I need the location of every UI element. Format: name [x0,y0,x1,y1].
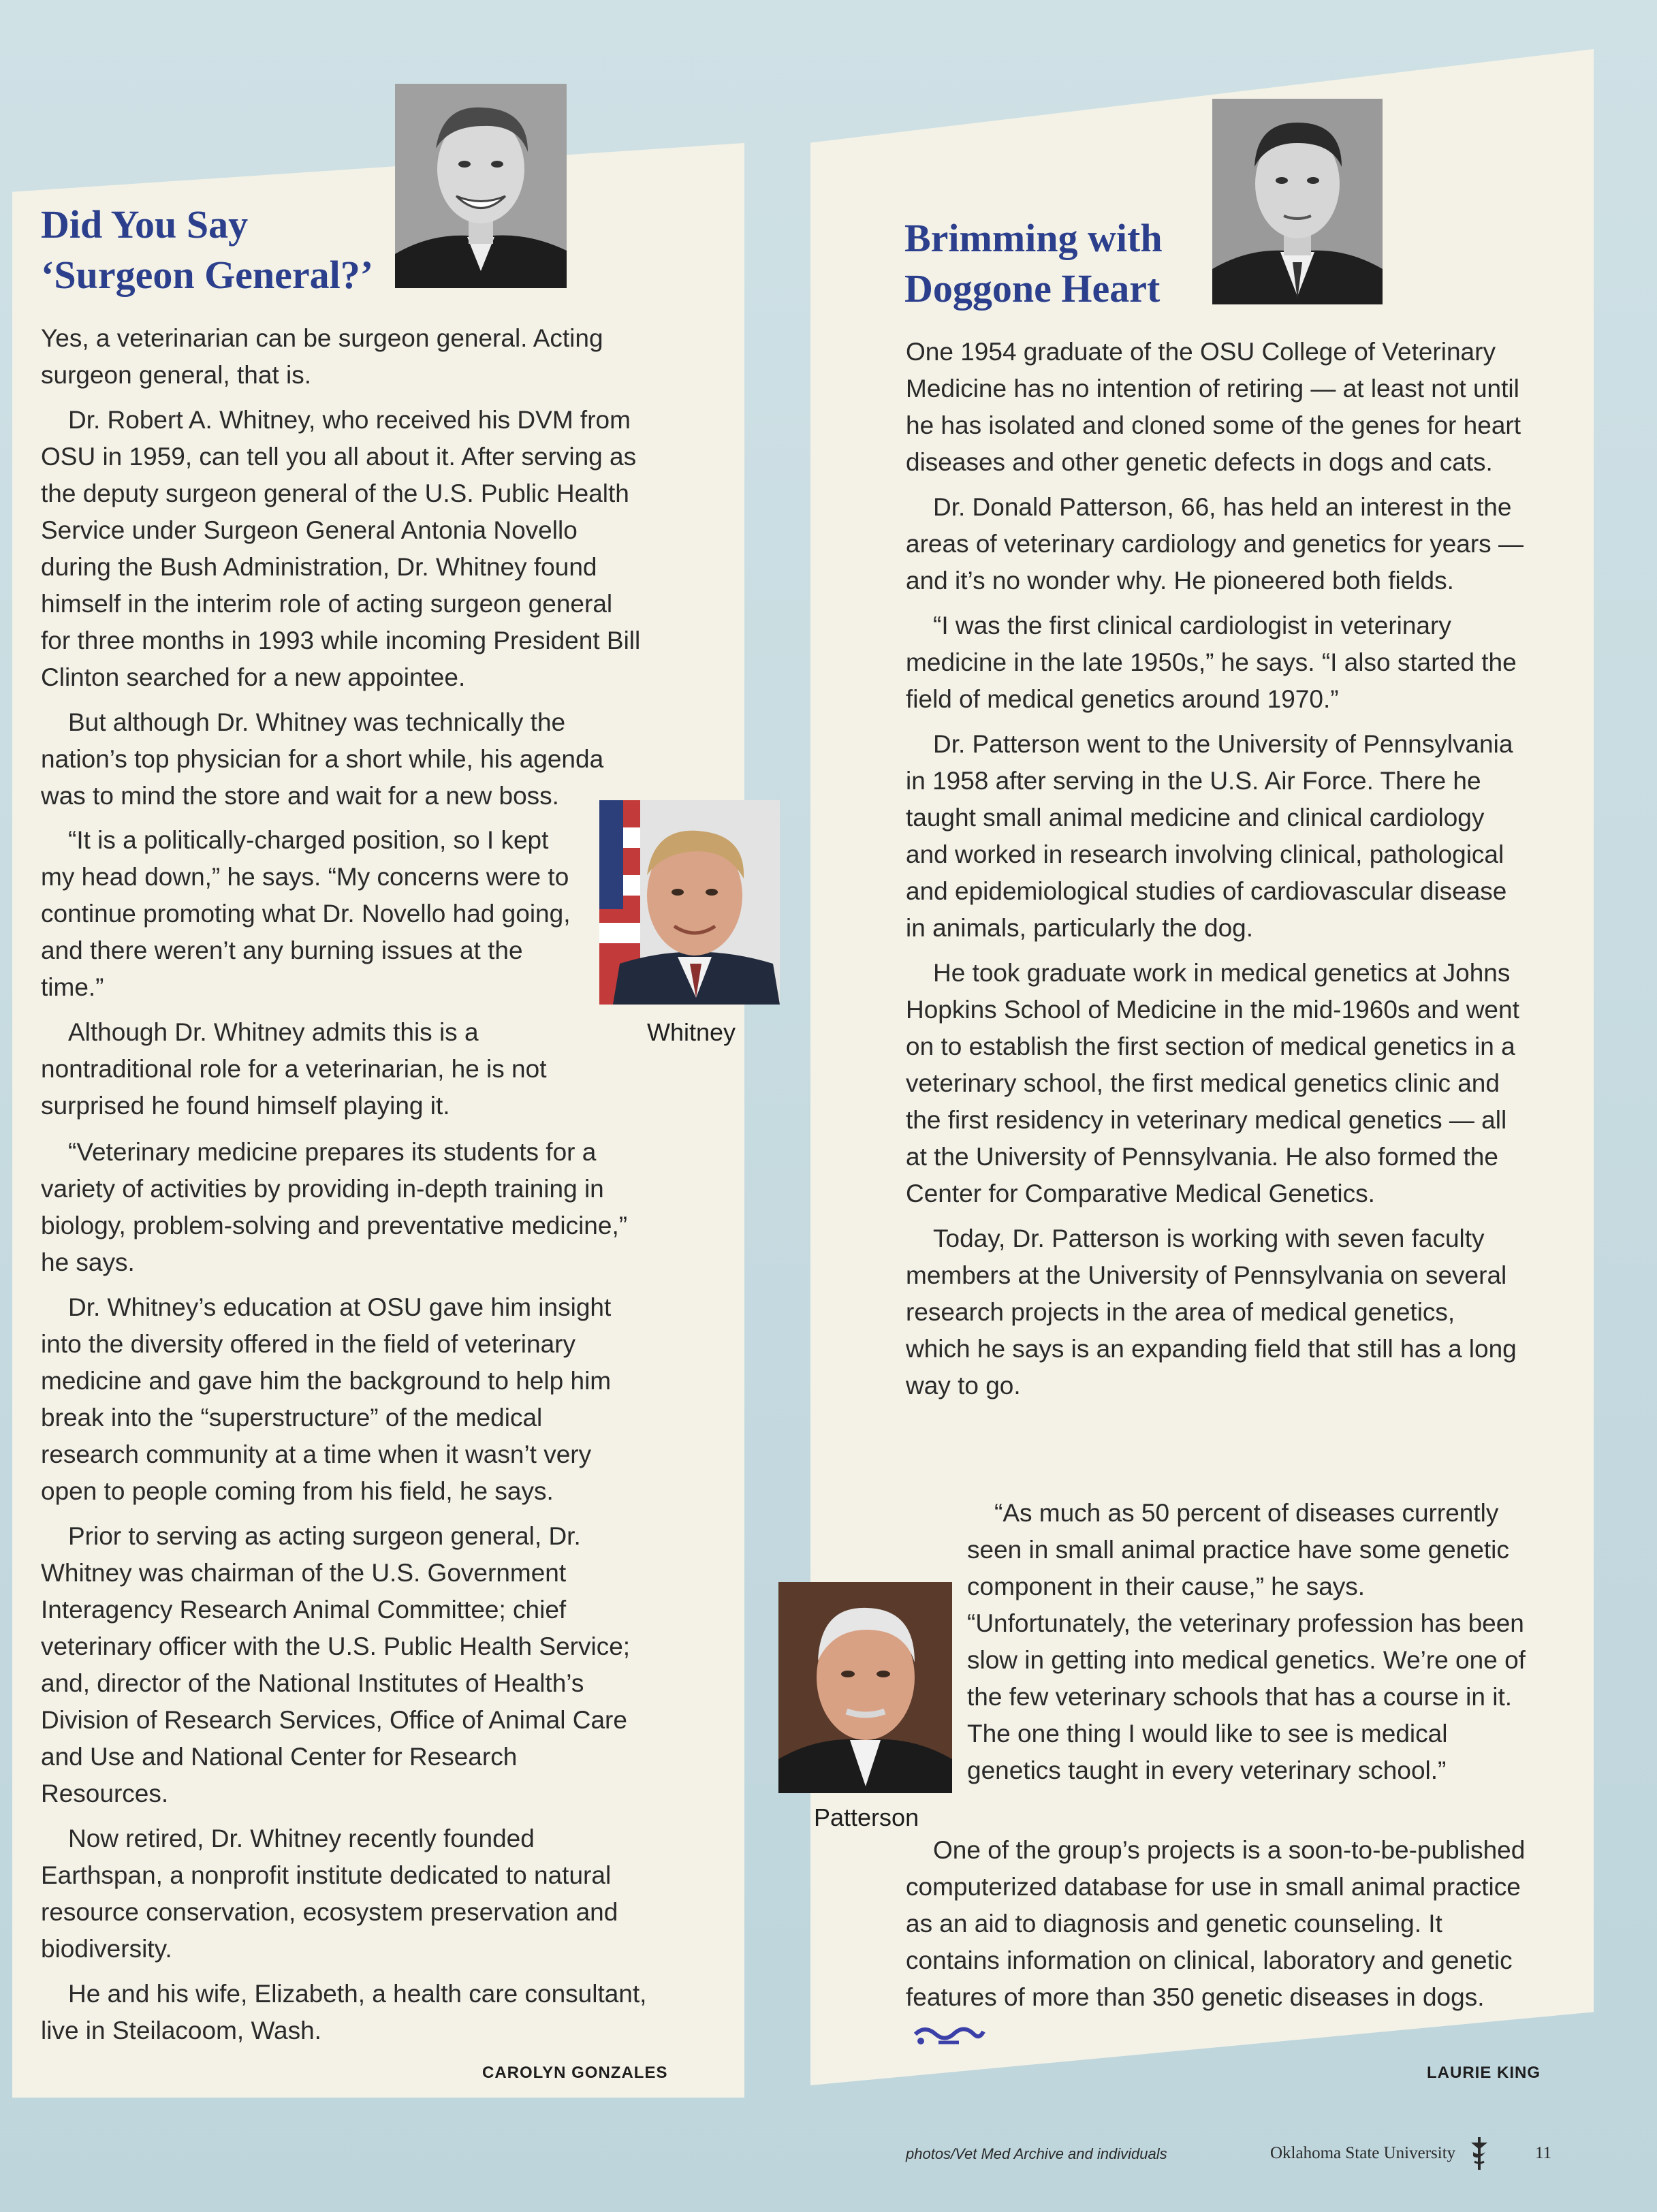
young-patterson-portrait-graphic [1212,99,1383,304]
photo-credit: photos/Vet Med Archive and individuals [906,2145,1167,2162]
left-paragraph-9: Now retired, Dr. Whitney recently founded Earthspan, a nonprofit institute dedicated to natural resource conservation, ecosystem preservation and biodiversity. [41,1824,618,1963]
young-whitney-photo [395,84,567,288]
left-paragraph-4: “It is a politically-charged position, so I kept my head down,” he says. “My concerns were to continue promoting what Dr. Novello had going, and there weren’t any burning issues at the time.” [41,826,571,1001]
left-paragraph-10: He and his wife, Elizabeth, a health care consultant, live in Steilacoom, Wash. [41,1980,647,2044]
right-paragraph-2: Dr. Donald Patterson, 66, has held an interest in the areas of veterinary cardiology and genetics for years — and it’s no wonder why. He pioneered both fields. [906,493,1524,595]
left-body-part1 [41,320,647,823]
right-paragraph-4: Dr. Patterson went to the University of Pennsylvania in 1958 after serving in the U.S. Air Force. There he taught small animal medicine and clinical cardiology and worked in research involving clinical, pathological and epidemiological studies of cardiovascular disease in animals, particularly the dog. [906,730,1513,942]
right-byline: LAURIE KING [1427,2064,1541,2082]
left-paragraph-5: Although Dr. Whitney admits this is a nontraditional role for a veterinarian, he is not surprised he found himself playing it. [41,1018,547,1120]
osu-cvm-end-mark-icon [911,2022,986,2049]
left-paragraph-8: Prior to serving as acting surgeon general, Dr. Whitney was chairman of the U.S. Government Interagency Research Animal Committee; chief veterinary officer with the U.S. Public Health Service; and, director of the National Institutes of Health’s Division of Research Services, Office of Animal Care and Use and National Center for Research Resources. [41,1522,631,1807]
right-body-part1 [906,334,1526,1412]
left-body-part3 [41,1134,647,2057]
patterson-portrait-photo [778,1582,952,1793]
left-headline-line2: ‘Surgeon General?’ [41,253,374,297]
page-number: 11 [1535,2144,1552,2162]
left-headline-line1: Did You Say [41,202,249,247]
whitney-photo-caption: Whitney [647,1018,736,1046]
right-paragraph-5: He took graduate work in medical genetics at Johns Hopkins School of Medicine in the mid-1960s and went on to establish the first section of medical genetics in a veterinary school, the first medical genetics clinic and the first residency in veterinary medical genetics — all at the University of Pennsylvania. He also formed the Center for Comparative Medical Genetics. [906,959,1519,1207]
young-patterson-photo [1212,99,1383,304]
right-paragraph-3: “I was the first clinical cardiologist in veterinary medicine in the late 1950s,” he says. “I also started the field of medical genetics around 1970.” [906,612,1517,713]
right-paragraph-7: “As much as 50 percent of diseases currently seen in small animal practice have some genetic component in their cause,” he says. “Unfortunately, the veterinary profession has been slow in getting into medical genetics. We’re one of the few veterinary schools that has a course in it. The one thing I would like to see is medical genetics taught in every veterinary school.” [967,1499,1526,1784]
whitney-portrait-graphic [599,800,780,1005]
vet-caduceus-icon [1468,2136,1491,2171]
right-body-part3 [906,1832,1526,2061]
left-body-part2 [41,822,586,1133]
young-whitney-portrait-graphic [395,84,567,288]
right-paragraph-6: Today, Dr. Patterson is working with seven faculty members at the University of Pennsylvania on several research projects in the area of medical genetics, which he says is an expanding field that still has a long way to go. [906,1224,1517,1400]
left-paragraph-2: Dr. Robert A. Whitney, who received his DVM from OSU in 1959, can tell you all about it. After serving as the deputy surgeon general of the U.S. Public Health Service under Surgeon General Antonia Novello during the Bush Administration, Dr. Whitney found himself in the interim role of acting surgeon general for three months in 1993 while incoming President Bill Clinton searched for a new appointee. [41,406,641,691]
right-paragraph-8-text: One of the group’s projects is a soon-to-be-published computerized database for use in small animal practice as an aid to diagnosis and genetic counseling. It contains information on clinical, laboratory and genetic features of more than 350 genetic diseases in dogs. [906,1836,1526,2011]
left-byline: CAROLYN GONZALES [482,2064,668,2082]
right-headline-line1: Brimming with [904,216,1163,260]
left-paragraph-1: Yes, a veterinarian can be surgeon general. Acting surgeon general, that is. [41,324,603,389]
right-headline-line2: Doggone Heart [904,266,1161,311]
right-paragraph-1: One 1954 graduate of the OSU College of Veterinary Medicine has no intention of retiring — at least not until he has isolated and cloned some of the genes for heart diseases and other genetic defects in dogs and cats. [906,338,1521,476]
whitney-portrait-photo [599,800,780,1005]
left-paragraph-6: “Veterinary medicine prepares its students for a variety of activities by providing in-depth training in biology, problem-solving and preventative medicine,” he says. [41,1138,628,1276]
left-paragraph-3: But although Dr. Whitney was technically the nation’s top physician for a short while, his agenda was to mind the store and wait for a new boss. [41,708,604,810]
right-paragraph-8 [906,1832,1526,2053]
right-headline [904,213,1163,314]
patterson-photo-caption: Patterson [814,1803,919,1831]
patterson-portrait-graphic [778,1582,952,1793]
left-headline [41,200,373,300]
university-name: Oklahoma State University [1270,2144,1456,2162]
right-body-part2 [967,1495,1526,1797]
left-paragraph-7: Dr. Whitney’s education at OSU gave him insight into the diversity offered in the field of veterinary medicine and gave him the background to help him break into the “superstructure” of the medical research community at a time when it wasn’t very open to people coming from his field, he says. [41,1293,612,1505]
